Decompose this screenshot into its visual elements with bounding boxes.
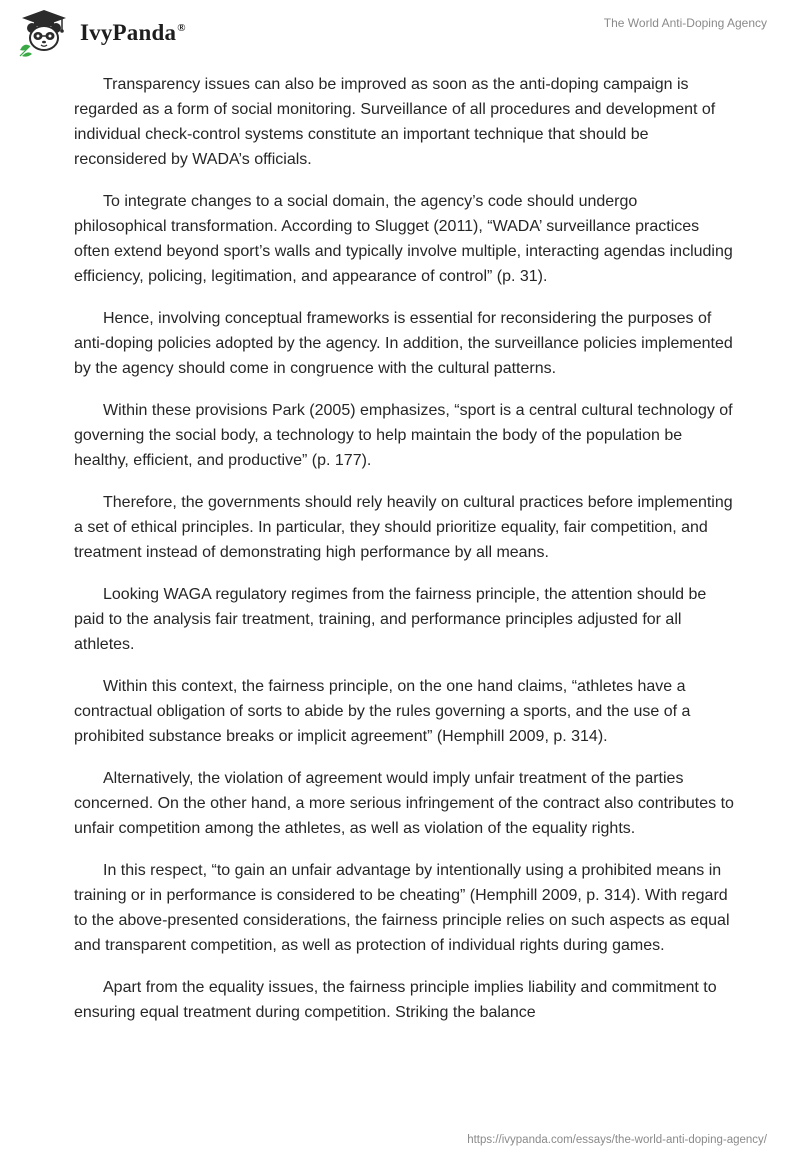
paragraph: To integrate changes to a social domain, the agency’s code should undergo philosophical transformation. According to Slugget (2011), “WADA’ surveillance practices often extend beyond sport’s walls and typically involve multiple, interacting agendas including efficiency, policing, legitimation, and appearance of control” (p. 31). <box>74 193 733 285</box>
paragraph: In this respect, “to gain an unfair advantage by intentionally using a prohibited means in training or in performance is considered to be cheating” (Hemphill 2009, p. 314). With regard to the above-presented considerations, the fairness principle relies on such aspects as equal and transparent competition, as well as protection of individual rights during games. <box>74 862 730 954</box>
paragraph: Transparency issues can also be improved as soon as the anti-doping campaign is regarded as a form of social monitoring. Surveillance of all procedures and development of individual check-control systems constitute an important technique that should be reconsidered by WADA’s officials. <box>74 76 716 168</box>
brand-name[interactable] <box>80 20 186 46</box>
ivypanda-logo[interactable] <box>14 8 74 58</box>
paragraph: Hence, involving conceptual frameworks is essential for reconsidering the purposes of anti-doping policies adopted by the agency. In addition, the surveillance policies implemented by the agency should come in congruence with the cultural patterns. <box>74 310 733 377</box>
brand-name-text: IvyPanda <box>80 20 177 45</box>
page-header <box>0 0 800 70</box>
registered-mark: ® <box>177 22 186 35</box>
panda-graduate-icon <box>14 8 74 58</box>
paragraph: Within this context, the fairness principle, on the one hand claims, “athletes have a contractual obligation of sorts to abide by the rules governing a sports, and the use of a prohibited substance breaks or implicit agreement” (Hemphill 2009, p. 314). <box>74 678 691 745</box>
paragraph: Alternatively, the violation of agreement would imply unfair treatment of the parties concerned. On the other hand, a more serious infringement of the contract also contributes to unfair competition among the athletes, as well as violation of the equality rights. <box>74 770 734 837</box>
document-title: The World Anti-Doping Agency <box>603 16 767 30</box>
source-url[interactable]: https://ivypanda.com/essays/the-world-anti-doping-agency/ <box>467 1134 767 1146</box>
paragraph: Within these provisions Park (2005) emphasizes, “sport is a central cultural technology of governing the social body, a technology to help maintain the body of the population be healthy, efficient, and productive” (p. 177). <box>74 402 733 469</box>
essay-body <box>74 72 734 1042</box>
paragraph: Apart from the equality issues, the fairness principle implies liability and commitment to ensuring equal treatment during competition. Striking the balance <box>74 979 717 1021</box>
paragraph: Looking WAGA regulatory regimes from the fairness principle, the attention should be paid to the analysis fair treatment, training, and performance principles adjusted for all athletes. <box>74 586 707 653</box>
paragraph: Therefore, the governments should rely heavily on cultural practices before implementing a set of ethical principles. In particular, they should prioritize equality, fair competition, and treatment instead of demonstrating high performance by all means. <box>74 494 733 561</box>
